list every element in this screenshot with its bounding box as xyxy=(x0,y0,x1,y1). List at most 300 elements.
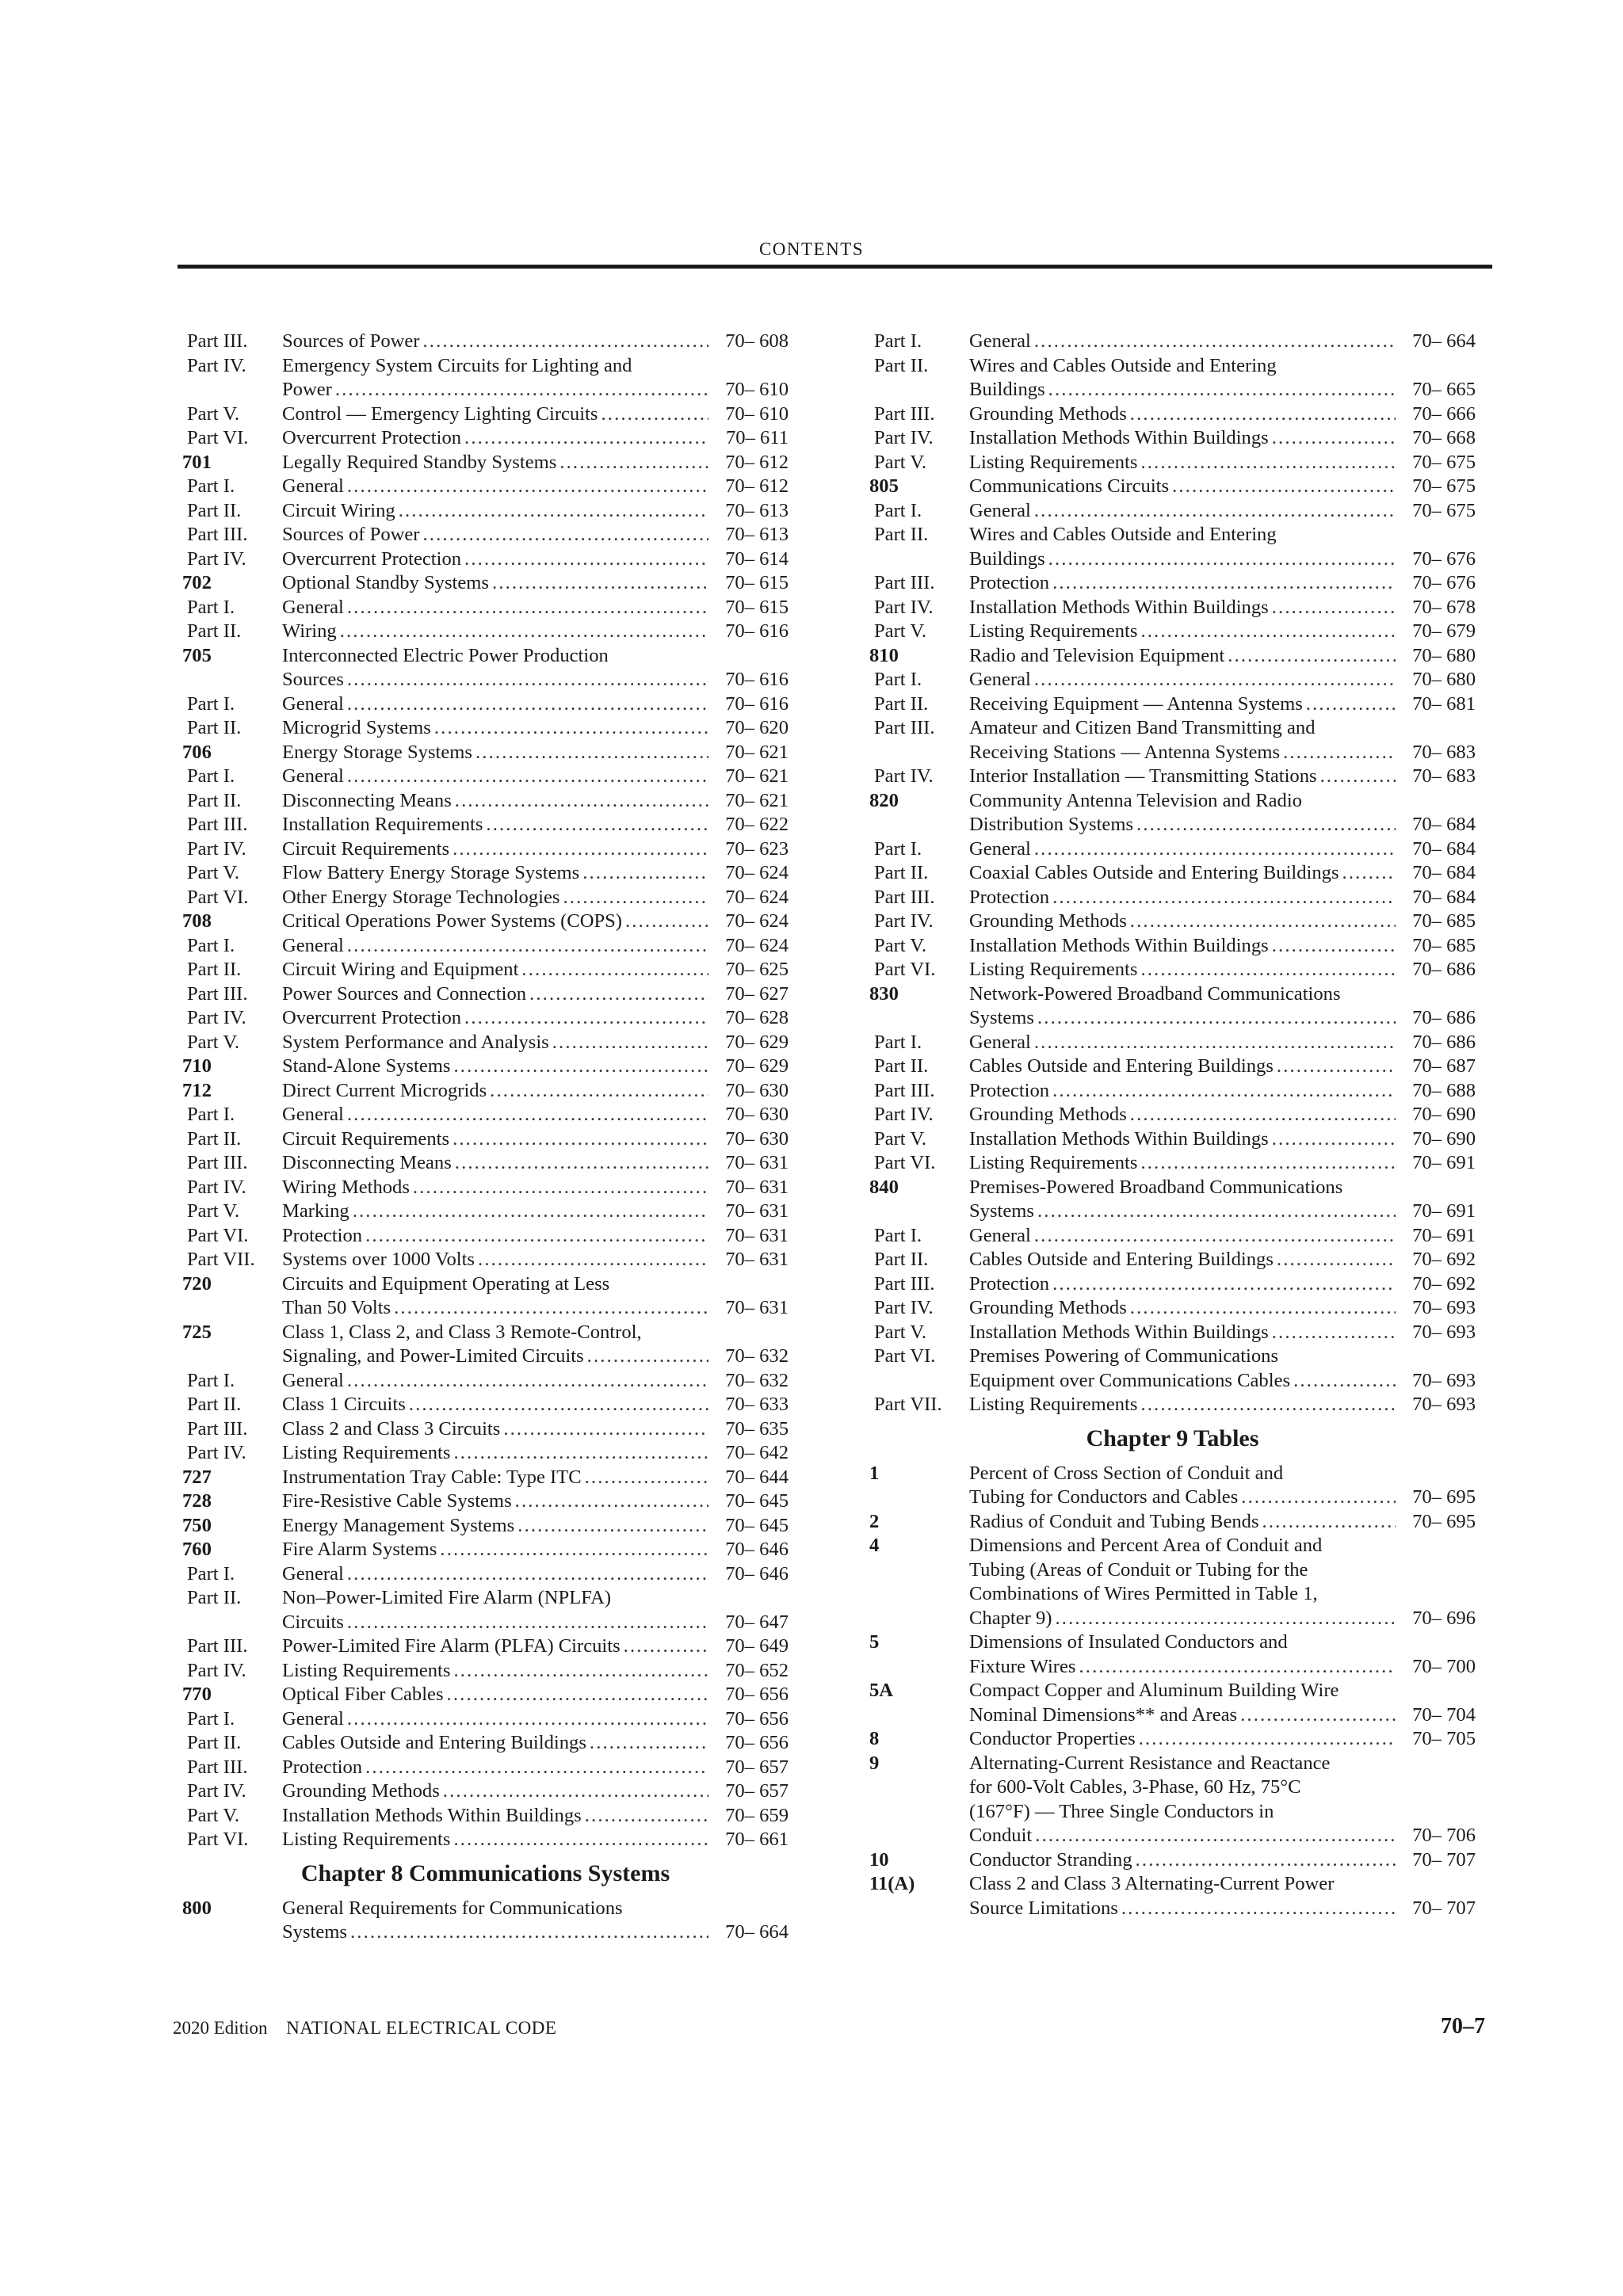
dot-leader xyxy=(1241,1486,1396,1510)
toc-entry-title-line: Dimensions and Percent Area of Conduit and xyxy=(969,1535,1323,1556)
dot-leader xyxy=(365,1224,708,1249)
toc-entry-page: 70– 608 xyxy=(725,330,789,352)
toc-entry[interactable] xyxy=(182,1127,789,1152)
toc-entry-title: Energy Storage Systems xyxy=(282,741,472,763)
toc-entry[interactable] xyxy=(182,1466,789,1490)
toc-entry[interactable] xyxy=(182,1804,789,1829)
toc-entry[interactable] xyxy=(182,644,789,692)
dot-leader xyxy=(340,620,708,644)
toc-entry-page: 70– 676 xyxy=(1412,547,1476,570)
toc-entry-title: Wiring xyxy=(282,620,337,642)
toc-entry-page: 70– 706 xyxy=(1412,1825,1476,1846)
toc-entry-page: 70– 685 xyxy=(1412,934,1476,956)
toc-entry[interactable] xyxy=(182,1321,789,1369)
toc-entry-number: Part II. xyxy=(187,1394,242,1415)
toc-entry-number: Part I. xyxy=(874,669,922,690)
toc-entry[interactable] xyxy=(869,1055,1476,1079)
toc-entry[interactable] xyxy=(182,1006,789,1031)
toc-entry-number: Part III. xyxy=(187,1756,248,1778)
toc-entry-number: Part IV. xyxy=(187,1780,246,1802)
toc-entry-page: 70– 629 xyxy=(725,1055,789,1077)
toc-entry[interactable] xyxy=(869,1272,1476,1297)
dot-leader xyxy=(552,1031,708,1055)
dot-leader xyxy=(447,1683,708,1707)
toc-entry-number: 712 xyxy=(182,1079,212,1101)
dot-leader xyxy=(443,1779,708,1804)
toc-entry-number: Part I. xyxy=(187,1562,235,1585)
toc-entry[interactable] xyxy=(182,692,789,717)
toc-entry-page: 70– 691 xyxy=(1412,1224,1476,1246)
toc-entry-number: Part I. xyxy=(187,1369,235,1391)
toc-entry[interactable] xyxy=(869,1393,1476,1417)
toc-entry[interactable] xyxy=(869,837,1476,862)
toc-entry-page: 70– 690 xyxy=(1412,1127,1476,1150)
toc-entry-title: General xyxy=(282,596,344,618)
dot-leader xyxy=(434,716,708,741)
toc-entry-title-line: Class 2 and Class 3 Alternating-Current Power xyxy=(969,1873,1335,1894)
toc-entry[interactable] xyxy=(182,716,789,741)
toc-entry-number: Part III. xyxy=(874,402,935,425)
toc-entry[interactable] xyxy=(182,1031,789,1055)
toc-entry[interactable] xyxy=(182,1828,789,1852)
toc-entry-title-line: General Requirements for Communications xyxy=(282,1897,623,1919)
dot-leader xyxy=(1262,1510,1396,1535)
toc-entry-page: 70– 635 xyxy=(725,1417,789,1440)
toc-entry[interactable] xyxy=(182,1248,789,1272)
toc-entry[interactable] xyxy=(182,1779,789,1804)
toc-entry-page: 70– 657 xyxy=(725,1780,789,1802)
toc-entry-page: 70– 644 xyxy=(725,1466,789,1488)
toc-entry-title: Receiving Stations — Antenna Systems xyxy=(969,741,1281,763)
toc-entry[interactable] xyxy=(182,571,789,596)
toc-entry-title: Communications Circuits xyxy=(969,475,1170,497)
toc-entry[interactable] xyxy=(182,1055,789,1079)
toc-entry-title: Instrumentation Tray Cable: Type ITC xyxy=(282,1466,582,1488)
toc-entry[interactable] xyxy=(869,692,1476,717)
toc-entry-number: Part IV. xyxy=(874,765,934,787)
toc-entry-page: 70– 666 xyxy=(1412,402,1476,425)
toc-entry[interactable] xyxy=(182,741,789,765)
dot-leader xyxy=(347,1707,708,1732)
toc-entry-number: Part IV. xyxy=(187,1007,246,1028)
toc-entry-number: Part II. xyxy=(187,789,242,811)
toc-entry[interactable] xyxy=(182,426,789,451)
toc-entry[interactable] xyxy=(182,1103,789,1127)
toc-entry[interactable] xyxy=(869,765,1476,789)
toc-entry[interactable] xyxy=(182,1731,789,1756)
toc-entry-page: 70– 707 xyxy=(1412,1897,1476,1919)
toc-entry-page: 70– 684 xyxy=(1412,862,1476,883)
toc-entry[interactable] xyxy=(182,1176,789,1200)
toc-entry[interactable] xyxy=(869,451,1476,475)
toc-entry[interactable] xyxy=(869,716,1476,765)
toc-entry-title: Tubing for Conductors and Cables xyxy=(969,1486,1239,1508)
dot-leader xyxy=(559,451,708,475)
toc-entry[interactable] xyxy=(182,547,789,572)
toc-entry-title: General xyxy=(969,330,1031,352)
toc-entry[interactable] xyxy=(869,886,1476,910)
toc-entry-page: 70– 616 xyxy=(725,669,789,690)
toc-entry-title: Sources of Power xyxy=(282,524,420,545)
toc-entry-title: Installation Methods Within Buildings xyxy=(969,596,1269,618)
toc-entry[interactable] xyxy=(182,499,789,524)
toc-entry-number: Part III. xyxy=(187,524,248,545)
toc-entry[interactable] xyxy=(869,1224,1476,1249)
toc-entry-page: 70– 645 xyxy=(725,1514,789,1536)
toc-entry-title: Cables Outside and Entering Buildings xyxy=(969,1055,1274,1077)
toc-entry[interactable] xyxy=(182,789,789,814)
dot-leader xyxy=(350,1920,708,1945)
toc-entry-title: Protection xyxy=(969,572,1050,593)
toc-entry-title: Grounding Methods xyxy=(969,910,1127,932)
toc-entry[interactable] xyxy=(182,982,789,1007)
toc-entry-page: 70– 624 xyxy=(725,934,789,956)
toc-entry-number: 800 xyxy=(182,1897,212,1919)
toc-entry-number: 5 xyxy=(869,1631,880,1653)
toc-entry-title-line: Wires and Cables Outside and Entering xyxy=(969,524,1277,545)
dot-leader xyxy=(1079,1655,1396,1680)
toc-entry[interactable] xyxy=(182,354,789,402)
toc-entry[interactable] xyxy=(869,402,1476,427)
footer-code-name: NATIONAL ELECTRICAL CODE xyxy=(286,2018,557,2038)
toc-entry[interactable] xyxy=(869,958,1476,982)
toc-entry-title: Flow Battery Energy Storage Systems xyxy=(282,862,580,883)
toc-entry-page: 70– 695 xyxy=(1412,1486,1476,1508)
dot-leader xyxy=(624,1634,708,1659)
toc-entry[interactable] xyxy=(182,1897,789,1945)
toc-entry-page: 70– 661 xyxy=(725,1829,789,1850)
toc-entry-title: Conductor Stranding xyxy=(969,1848,1132,1871)
toc-entry-number: 1 xyxy=(869,1462,880,1484)
toc-entry-number: Part III. xyxy=(187,1417,248,1440)
dot-leader xyxy=(1240,1703,1396,1728)
toc-entry[interactable] xyxy=(182,886,789,910)
toc-entry-title-line: Dimensions of Insulated Conductors and xyxy=(969,1631,1288,1653)
toc-entry-number: 810 xyxy=(869,644,899,666)
toc-entry-title: Power-Limited Fire Alarm (PLFA) Circuits xyxy=(282,1635,621,1657)
toc-entry[interactable] xyxy=(182,330,789,354)
dot-leader xyxy=(1140,451,1396,475)
toc-entry-title: Listing Requirements xyxy=(282,1442,451,1463)
toc-entry-title-line: Network-Powered Broadband Communications xyxy=(969,982,1341,1005)
toc-entry-number: Part I. xyxy=(187,934,235,956)
toc-entry[interactable] xyxy=(182,1417,789,1442)
toc-entry[interactable] xyxy=(182,861,789,886)
dot-leader xyxy=(1140,958,1396,982)
toc-entry-title-line: Tubing (Areas of Conduit or Tubing for the xyxy=(969,1558,1308,1581)
toc-entry-title: Installation Methods Within Buildings xyxy=(969,934,1269,956)
dot-leader xyxy=(394,1296,708,1321)
toc-entry-page: 70– 647 xyxy=(725,1611,789,1633)
toc-entry-page: 70– 688 xyxy=(1412,1079,1476,1101)
toc-entry[interactable] xyxy=(182,620,789,644)
toc-entry[interactable] xyxy=(869,1079,1476,1104)
toc-entry-page: 70– 646 xyxy=(725,1539,789,1560)
toc-entry-page: 70– 632 xyxy=(725,1369,789,1391)
toc-entry[interactable] xyxy=(869,861,1476,886)
toc-entry[interactable] xyxy=(869,1344,1476,1393)
toc-entry[interactable] xyxy=(869,668,1476,692)
dot-leader xyxy=(347,1369,708,1394)
toc-entry-page: 70– 696 xyxy=(1412,1607,1476,1629)
dot-leader xyxy=(453,837,708,862)
toc-entry[interactable] xyxy=(182,1369,789,1394)
toc-entry-number: Part VI. xyxy=(187,1224,249,1246)
toc-entry-page: 70– 621 xyxy=(725,741,789,763)
dot-leader xyxy=(1272,426,1396,451)
toc-entry[interactable] xyxy=(182,1707,789,1732)
toc-entry[interactable] xyxy=(869,1248,1476,1272)
dot-leader xyxy=(1034,499,1396,524)
dot-leader xyxy=(1140,620,1396,644)
toc-entry-number: 750 xyxy=(182,1514,212,1536)
toc-entry-number: 702 xyxy=(182,572,212,593)
toc-entry-title: Protection xyxy=(282,1224,363,1246)
toc-entry-number: Part III. xyxy=(187,814,248,835)
toc-entry[interactable] xyxy=(869,1296,1476,1321)
dot-leader xyxy=(1277,1055,1396,1079)
toc-entry[interactable] xyxy=(869,1321,1476,1345)
toc-entry[interactable] xyxy=(182,1538,789,1562)
toc-entry-title: Power xyxy=(282,379,332,400)
toc-entry-title-line: for 600-Volt Cables, 3-Phase, 60 Hz, 75°C xyxy=(969,1776,1301,1798)
toc-entry[interactable] xyxy=(869,1679,1476,1727)
chapter-heading: Chapter 9 Tables xyxy=(1086,1425,1259,1451)
toc-entry-page: 70– 685 xyxy=(1412,910,1476,932)
toc-entry[interactable] xyxy=(182,1756,789,1780)
toc-entry-number: Part II. xyxy=(874,692,929,715)
dot-leader xyxy=(464,426,708,451)
toc-entry-number: 8 xyxy=(869,1728,880,1749)
toc-entry-number: Part IV. xyxy=(187,354,246,376)
toc-entry-page: 70– 632 xyxy=(725,1345,789,1367)
toc-entry-number: Part V. xyxy=(187,402,240,425)
toc-entry-page: 70– 631 xyxy=(725,1176,789,1198)
toc-entry-number: Part IV. xyxy=(874,910,934,932)
toc-entry[interactable] xyxy=(869,426,1476,451)
toc-entry-page: 70– 610 xyxy=(725,379,789,400)
toc-entry[interactable] xyxy=(182,1514,789,1539)
dot-leader xyxy=(455,1151,708,1176)
toc-entry[interactable] xyxy=(182,1586,789,1634)
dot-leader xyxy=(1048,378,1396,402)
dot-leader xyxy=(1037,1006,1396,1031)
toc-entry[interactable] xyxy=(182,475,789,499)
dot-leader xyxy=(423,523,709,547)
toc-entry[interactable] xyxy=(869,1510,1476,1535)
toc-entry[interactable] xyxy=(869,354,1476,402)
toc-entry-number: Part VI. xyxy=(874,1152,936,1173)
toc-entry-page: 70– 627 xyxy=(725,982,789,1005)
dot-leader xyxy=(1052,1079,1396,1104)
toc-entry[interactable] xyxy=(182,934,789,959)
toc-entry[interactable] xyxy=(869,1151,1476,1176)
toc-entry[interactable] xyxy=(182,1634,789,1659)
toc-entry[interactable] xyxy=(869,644,1476,669)
toc-entry[interactable] xyxy=(182,1441,789,1466)
toc-entry[interactable] xyxy=(182,1272,789,1321)
toc-entry[interactable] xyxy=(869,934,1476,959)
toc-entry-number: Part IV. xyxy=(187,1659,246,1681)
toc-entry[interactable] xyxy=(182,523,789,547)
toc-entry[interactable] xyxy=(869,1176,1476,1224)
toc-entry-title: Sources xyxy=(282,669,344,690)
toc-entry-number: 4 xyxy=(869,1535,880,1556)
toc-entry[interactable] xyxy=(182,837,789,862)
toc-entry-title: Legally Required Standby Systems xyxy=(282,451,557,473)
toc-entry-page: 70– 649 xyxy=(725,1635,789,1657)
toc-entry[interactable] xyxy=(869,1103,1476,1127)
dot-leader xyxy=(582,861,708,886)
toc-entry-number: Part IV. xyxy=(874,1104,934,1125)
toc-entry-title: Disconnecting Means xyxy=(282,789,452,811)
toc-entry-title-line: Premises Powering of Communications xyxy=(969,1345,1279,1367)
dot-leader xyxy=(347,934,708,959)
toc-entry[interactable] xyxy=(182,1224,789,1249)
toc-entry-title: Than 50 Volts xyxy=(282,1297,391,1318)
toc-entry[interactable] xyxy=(869,499,1476,524)
dot-leader xyxy=(475,741,708,765)
toc-entry-title: Listing Requirements xyxy=(969,1394,1138,1415)
toc-entry-page: 70– 675 xyxy=(1412,499,1476,521)
toc-entry-title-line: (167°F) — Three Single Conductors in xyxy=(969,1800,1274,1822)
toc-entry-number: Part II. xyxy=(874,1055,929,1077)
toc-entry-number: Part III. xyxy=(187,1635,248,1657)
toc-entry-number: Part IV. xyxy=(187,1442,246,1463)
toc-entry-page: 70– 680 xyxy=(1412,644,1476,666)
toc-entry[interactable] xyxy=(869,1630,1476,1679)
toc-entry-number: Part IV. xyxy=(874,1297,934,1318)
toc-entry[interactable] xyxy=(869,1872,1476,1920)
toc-entry-title: Listing Requirements xyxy=(969,959,1138,980)
toc-entry-number: Part I. xyxy=(187,1707,235,1730)
toc-entry-number: 728 xyxy=(182,1490,212,1512)
toc-entry-number: Part III. xyxy=(874,572,935,593)
dot-leader xyxy=(347,692,708,717)
toc-entry-page: 70– 687 xyxy=(1412,1055,1476,1077)
toc-entry-page: 70– 675 xyxy=(1412,475,1476,497)
toc-entry-number: 720 xyxy=(182,1272,212,1295)
toc-entry[interactable] xyxy=(869,1127,1476,1152)
toc-entry-page: 70– 692 xyxy=(1412,1249,1476,1270)
toc-entry[interactable] xyxy=(869,982,1476,1031)
dot-leader xyxy=(1034,1224,1396,1249)
running-head: CONTENTS xyxy=(758,239,865,259)
toc-entry[interactable] xyxy=(182,1562,789,1587)
toc-entry-title: Protection xyxy=(969,886,1050,908)
toc-entry[interactable] xyxy=(182,813,789,837)
toc-entry-title: Circuits xyxy=(282,1611,344,1633)
dot-leader xyxy=(347,668,708,692)
toc-entry[interactable] xyxy=(869,571,1476,596)
toc-entry-number: Part II. xyxy=(874,354,929,376)
toc-entry-page: 70– 693 xyxy=(1412,1321,1476,1343)
toc-entry-number: Part IV. xyxy=(874,596,934,618)
toc-entry[interactable] xyxy=(182,596,789,620)
toc-entry-page: 70– 621 xyxy=(725,765,789,787)
toc-entry-title: General xyxy=(969,1031,1031,1053)
toc-entry-number: Part I. xyxy=(874,837,922,860)
toc-entry-title: Equipment over Communications Cables xyxy=(969,1369,1291,1391)
toc-entry-title: Nominal Dimensions** and Areas xyxy=(969,1703,1238,1726)
toc-entry[interactable] xyxy=(869,789,1476,837)
toc-entry-title: Critical Operations Power Systems (COPS) xyxy=(282,910,622,932)
toc-entry-title: General xyxy=(282,1369,344,1391)
toc-entry[interactable] xyxy=(182,910,789,934)
footer-left xyxy=(173,2018,556,2039)
toc-entry-title: General xyxy=(969,499,1031,521)
footer-page-number: 70–7 xyxy=(1441,2014,1485,2039)
dot-leader xyxy=(1121,1897,1396,1921)
toc-entry-title: Chapter 9) xyxy=(969,1607,1052,1629)
toc-entry-page: 70– 705 xyxy=(1412,1728,1476,1749)
toc-entry-title: Marking xyxy=(282,1200,349,1222)
toc-entry-page: 70– 621 xyxy=(725,789,789,811)
toc-entry[interactable] xyxy=(869,475,1476,499)
toc-entry[interactable] xyxy=(869,1727,1476,1752)
toc-entry[interactable] xyxy=(869,596,1476,620)
toc-entry[interactable] xyxy=(182,1079,789,1104)
toc-entry[interactable] xyxy=(869,330,1476,354)
toc-entry[interactable] xyxy=(182,1683,789,1707)
toc-entry-page: 70– 620 xyxy=(725,717,789,738)
dot-leader xyxy=(492,571,708,596)
toc-entry[interactable] xyxy=(182,1393,789,1417)
toc-entry-page: 70– 631 xyxy=(725,1152,789,1173)
toc-entry-title: General xyxy=(282,692,344,715)
toc-entry[interactable] xyxy=(869,523,1476,571)
toc-entry-number: Part I. xyxy=(874,1031,922,1053)
toc-entry[interactable] xyxy=(869,910,1476,934)
dot-leader xyxy=(601,402,708,427)
toc-entry-title: General xyxy=(969,1224,1031,1246)
dot-leader xyxy=(1035,1824,1396,1848)
toc-entry[interactable] xyxy=(182,1489,789,1514)
toc-entry-number: Part I. xyxy=(874,1224,922,1246)
toc-entry[interactable] xyxy=(869,1534,1476,1630)
toc-entry-title: Installation Requirements xyxy=(282,814,483,835)
toc-entry-page: 70– 686 xyxy=(1412,959,1476,980)
toc-entry-number: Part I. xyxy=(874,330,922,352)
toc-entry[interactable] xyxy=(182,1199,789,1224)
dot-leader xyxy=(347,765,708,789)
toc-entry-title-line: Percent of Cross Section of Conduit and xyxy=(969,1462,1284,1484)
toc-entry-title: Protection xyxy=(969,1272,1050,1295)
toc-entry-number: Part I. xyxy=(187,765,235,787)
toc-entry-title: Disconnecting Means xyxy=(282,1152,452,1173)
toc-entry[interactable] xyxy=(869,1848,1476,1873)
dot-leader xyxy=(585,1804,708,1829)
toc-entry[interactable] xyxy=(869,620,1476,644)
toc-entry-page: 70– 675 xyxy=(1412,451,1476,473)
toc-entry[interactable] xyxy=(869,1752,1476,1848)
dot-leader xyxy=(587,1344,708,1369)
toc-entry[interactable] xyxy=(182,451,789,475)
dot-leader xyxy=(517,1514,708,1539)
toc-entry[interactable] xyxy=(182,402,789,427)
toc-entry[interactable] xyxy=(182,1151,789,1176)
toc-entry-title-line: Non–Power-Limited Fire Alarm (NPLFA) xyxy=(282,1587,612,1608)
toc-entry-title: General xyxy=(969,837,1031,860)
toc-entry-number: Part IV. xyxy=(187,1176,246,1198)
toc-entry-page: 70– 612 xyxy=(725,475,789,497)
toc-entry-number: Part II. xyxy=(874,862,929,883)
toc-entry[interactable] xyxy=(869,1462,1476,1510)
toc-entry[interactable] xyxy=(869,1031,1476,1055)
toc-entry[interactable] xyxy=(182,765,789,789)
toc-entry[interactable] xyxy=(182,958,789,982)
toc-entry[interactable] xyxy=(182,1659,789,1684)
